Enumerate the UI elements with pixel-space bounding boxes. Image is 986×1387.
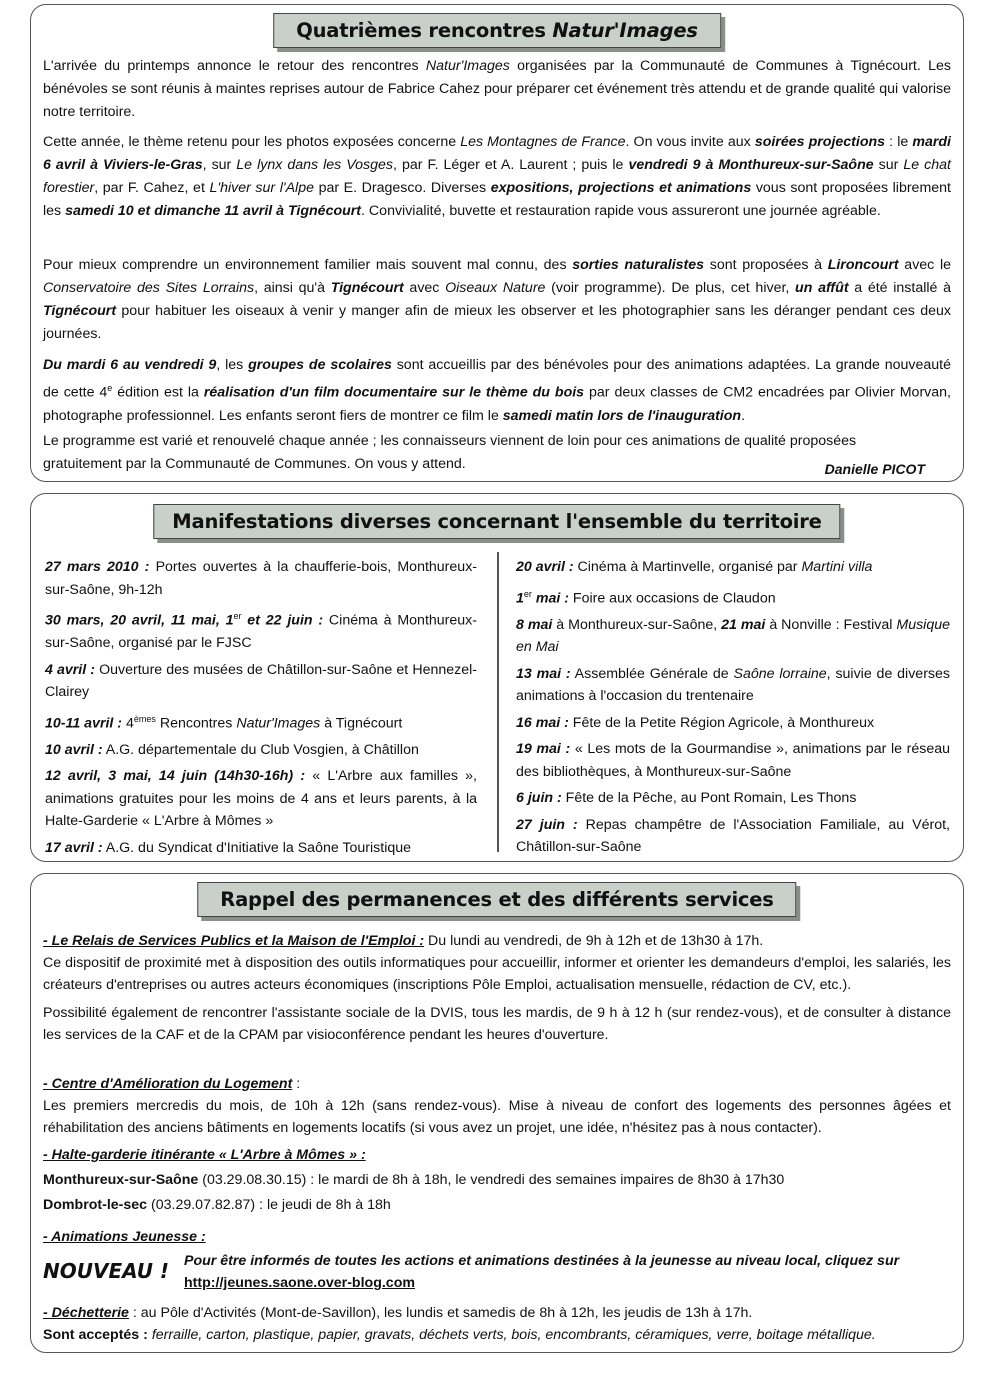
dechetterie-block [43,1302,951,1346]
text-run: , par F. Cahez, et [94,180,210,196]
text-run: L'hiver sur l'Alpe [209,180,314,196]
text-run: Portes ouvertes à la chaufferie-bois, Monthureux-sur-Saône, 9h-12h [45,559,478,598]
text-run: organisées par la Communauté de Communes à Tignécourt. Les bénévoles se sont réunis à maintes reprises autour de Fabrice Cahez pour préparer cet événement très attendu et de grande qualité qui valorise notre territoire. [43,58,951,120]
section-manifestations [30,493,964,862]
text-run: et 22 juin : [241,612,324,629]
signature: Danielle PICOT [824,461,925,477]
text-run: Pour mieux comprendre un environnement familier mais souvent mal connu, des [43,257,573,273]
event-item [516,814,950,859]
text-run: Saône lorraine [733,665,827,682]
text-run: L'arrivée du printemps annonce le retour des rencontres [43,58,426,74]
text-run: Ouverture des musées de Châtillon-sur-Saône et Hennezel-Clairey [45,661,477,701]
text-run: Tignécourt [43,303,117,319]
text-run: 4 avril : [45,661,95,678]
relais-hours: Du lundi au vendredi, de 9h à 12h et de 13h30 à 17h. [424,933,764,949]
text-run: 10-11 avril : [45,715,123,732]
text-run: 19 mai : [516,741,571,758]
text-run: 17 avril : [45,839,103,856]
dechetterie-accepted-label: Sont acceptés : [43,1327,148,1343]
event-item [45,556,477,601]
text-run: Le lynx dans les Vosges [236,157,394,173]
text-run: 16 mai : [516,714,569,731]
event-item [45,837,477,860]
paragraph-scolaires [43,354,951,428]
text-run: sont proposées à [704,257,828,273]
text-run: par E. Dragesco. Diverses [313,180,491,196]
section-naturimages [30,4,964,482]
text-run: Cinéma à Monthureux-sur-Saône, organisé par le FJSC [45,612,477,652]
halte-place-monthureux: Monthureux-sur-Saône [43,1172,199,1188]
cal-description: Les premiers mercredis du mois, de 10h à 12h (sans rendez-vous). Mise à niveau de confort des logements des personnes âgées et réhabilitation des anciens bâtiments en logements locatifs (si vous avez un projet, une idée, n'hésitez pas à nous contacter). [43,1098,951,1136]
text-run: . Convivialité, buvette et restauration rapide vous assureront une journée agréable. [361,203,881,219]
section-naturimages-title: Quatrièmes rencontres Natur'Images [273,13,721,48]
text-run: 12 avril, 3 mai, 14 juin (14h30-16h) : [45,768,306,785]
text-run: Fête de la Petite Région Agricole, à Monthureux [568,714,875,731]
text-run: avec le [898,257,951,273]
event-item [516,787,950,810]
text-run: 30 mars, 20 avril, 11 mai, 1 [45,612,234,629]
text-run: Fête de la Pêche, au Pont Romain, Les Thons [561,790,857,807]
halte-place-dombrot: Dombrot-le-sec [43,1197,148,1213]
events-left-column [45,556,477,863]
text-run: , sur [202,157,237,173]
text-run: er [233,611,242,621]
text-run: Le chat forestier [43,157,951,196]
event-item [516,583,950,610]
text-run: Musique en Mai [516,616,951,656]
events-right-column [516,556,950,863]
animations-heading: - Animations Jeunesse : [43,1229,206,1245]
text-run: 20 avril : [516,559,574,575]
text-run: 1 [516,590,524,607]
text-run: , ainsi qu'à [254,280,331,296]
text-run: . [741,407,746,424]
text-run: mai : [531,590,569,607]
text-run: Lironcourt [827,257,899,273]
section-permanences [30,873,964,1353]
text-run: soirées projections [754,134,886,150]
text-run: . On vous invite aux [625,134,755,150]
text-run: Martini villa [801,559,873,575]
text-run: à Monthureux-sur-Saône, [552,616,722,633]
text-run: samedi 10 et dimanche 11 avril à Tignécourt [65,203,362,219]
text-run: A.G. départementale du Club Vosgien, à Châtillon [102,741,419,758]
paragraph-sorties [43,254,951,346]
relais-block [43,930,951,1046]
text-run: e [107,383,113,393]
text-run: , les [216,357,249,373]
text-run: Tignécourt [330,280,404,296]
text-run: sur [873,157,904,173]
event-item [516,712,950,735]
paragraph-intro [43,55,951,124]
text-run: expositions, projections et animations [490,180,752,196]
text-run: groupes de scolaires [248,357,392,373]
text-run: Natur'Images [425,58,510,74]
text-run: Cinéma à Martinvelle, organisé par [573,559,802,575]
text-run: avec [403,280,446,296]
section-permanences-title: Rappel des permanences et des différents services [197,882,796,917]
text-run: sont accueillis par des bénévoles pour des animations adaptées. La grande nouveauté de cette 4 [43,357,951,401]
text-run: samedi matin lors de l'inauguration [502,407,742,424]
relais-heading: - Le Relais de Services Publics et la Maison de l'Emploi : [43,933,425,949]
event-item [45,605,477,655]
animations-block [43,1226,951,1294]
column-divider [497,552,499,852]
text-run: a été installé à [848,280,952,296]
text-run: 21 mai [721,616,766,633]
text-run: vous sont proposées librement les [43,180,951,219]
text-run: er [523,588,532,599]
cal-block: - Centre d'Amélioration du Logement : Les premiers mercredis du mois, de 10h à 12h (sans rendez-vous). Mise à niveau de confort des logements des personnes âgées et réhabilitation des anciens bâtiments en logements locatifs (si vous avez un projet, une idée, n'hésitez pas à nous contacter). [43,1073,951,1139]
text-run: Natur'Images [236,715,321,732]
paragraph-programme [43,430,883,476]
event-item [516,614,950,659]
text-run: Cette année, le thème retenu pour les photos exposées concerne [43,134,461,150]
section-manifestations-title: Manifestations diverses concernant l'ensemble du territoire [153,504,840,539]
text-run: èmes [133,713,156,724]
text-run: réalisation d'un film documentaire sur le thème du bois [203,384,585,401]
text-run: Assemblée Générale de [570,665,734,682]
title-natur-images: Natur'Images [552,19,698,42]
dechetterie-hours: : au Pôle d'Activités (Mont-de-Savillon), les lundis et samedis de 8h à 12h, les jeudis de 13h à 17h. [128,1305,753,1321]
paragraph-theme [43,131,951,223]
text-run: pour habituer les oiseaux à venir y manger afin de mieux les observer et les photographier sans les déranger pendant ces deux journées. [43,303,951,342]
text-run: édition est la [112,384,204,401]
text-run: à Nonville : Festival [765,616,897,633]
text-run: (voir programme). De plus, cet hiver, [545,280,796,296]
animations-text: Pour être informés de toutes les actions et animations destinées à la jeunesse au niveau local, cliquez sur [184,1253,900,1269]
text-run: : le [885,134,913,150]
text-run: mardi 6 avril à Viviers-le-Gras [43,134,951,173]
cal-heading: - Centre d'Amélioration du Logement [43,1076,293,1092]
text-run: Conservatoire des Sites Lorrains [43,280,255,296]
text-run: 6 juin : [516,790,562,807]
text-run: Foire aux occasions de Claudon [568,590,776,607]
halte-heading: - Halte-garderie itinérante « L'Arbre à Mômes » : [43,1147,366,1163]
nouveau-badge: NOUVEAU ! [43,1259,170,1283]
text-run: « L'Arbre aux familles », animations gratuites pour les moins de 4 ans et leurs parents, à la Halte-Garderie « L'Arbre à Mômes » [45,768,477,830]
text-run: Oiseaux Nature [445,280,546,296]
text-run: Rencontres [155,715,237,732]
text-run: , par F. Léger et A. Laurent ; puis le [393,157,629,173]
jeunesse-blog-link[interactable]: http://jeunes.saone.over-blog.com [184,1275,415,1291]
relais-description: Ce dispositif de proximité met à disposition des outils informatiques pour accueillir, informer et orienter les demandeurs d'emploi, les salariés, les créateurs d'entreprises ou autres acteurs économiques (inscriptions Pôle Emploi, actualisation mensuelle, rédaction de CV, etc.). [43,955,951,993]
dechetterie-heading: - Déchetterie [43,1305,129,1321]
text-run: sorties naturalistes [572,257,705,273]
halte-block: - Halte-garderie itinérante « L'Arbre à Mômes » : Monthureux-sur-Saône (03.29.08.30.15) : le mardi de 8h à 18h, le vendredi des semaines impaires de 8h30 à 17h30 Dombrot-le-sec (03.29.07.82.87) : le jeudi de 8h à 18h [43,1143,951,1218]
event-item [45,765,477,833]
text-run: 27 juin : [516,816,578,833]
dechetterie-accepted-list: ferraille, carton, plastique, papier, gravats, déchets verts, bois, encombrants, céramiques, verre, boitage métallique. [147,1327,876,1343]
text-run: Du mardi 6 au vendredi 9 [43,357,217,373]
text-run: 27 mars 2010 : [45,559,150,575]
event-item [45,708,477,735]
text-run: vendredi 9 à Monthureux-sur-Saône [628,157,874,173]
event-item [516,663,950,708]
text-run: un affût [795,280,849,296]
text-run: à Tignécourt [320,715,403,732]
text-run: par deux classes de CM2 encadrées par Olivier Morvan, photographe professionnel. Les enfants seront fiers de montrer ce film le [43,384,951,424]
text-run: 4 [122,715,134,732]
text-run: , suivie de diverses animations à l'occasion du trentenaire [516,665,950,705]
relais-assistante: Possibilité également de rencontrer l'assistante sociale de la DVIS, tous les mardis, de 9 h à 12 h (sur rendez-vous), et de consulter à distance les services de la CAF et de la CPAM par visioconférence pendant les heures d'ouverture. [43,1005,951,1043]
text-run: « Les mots de la Gourmandise », animations par le réseau des bibliothèques, à Monthureux-sur-Saône [516,741,950,780]
text-run: Les Montagnes de France [460,134,626,150]
event-item [516,556,950,579]
text-run: A.G. du Syndicat d'Initiative la Saône Touristique [102,839,412,856]
text-run: 10 avril : [45,741,103,758]
text-run: Repas champêtre de l'Association Familiale, au Vérot, Châtillon-sur-Saône [516,816,950,856]
event-item [45,739,477,762]
event-item [45,659,477,704]
text-run: 13 mai : [516,665,571,682]
text-run: Le programme est varié et renouvelé chaque année ; les connaisseurs viennent de loin pour ces animations de qualité proposées gratuitement par la Communauté de Communes. On vous y attend. [43,433,857,472]
event-item [516,738,950,783]
text-run: 8 mai [516,616,553,633]
